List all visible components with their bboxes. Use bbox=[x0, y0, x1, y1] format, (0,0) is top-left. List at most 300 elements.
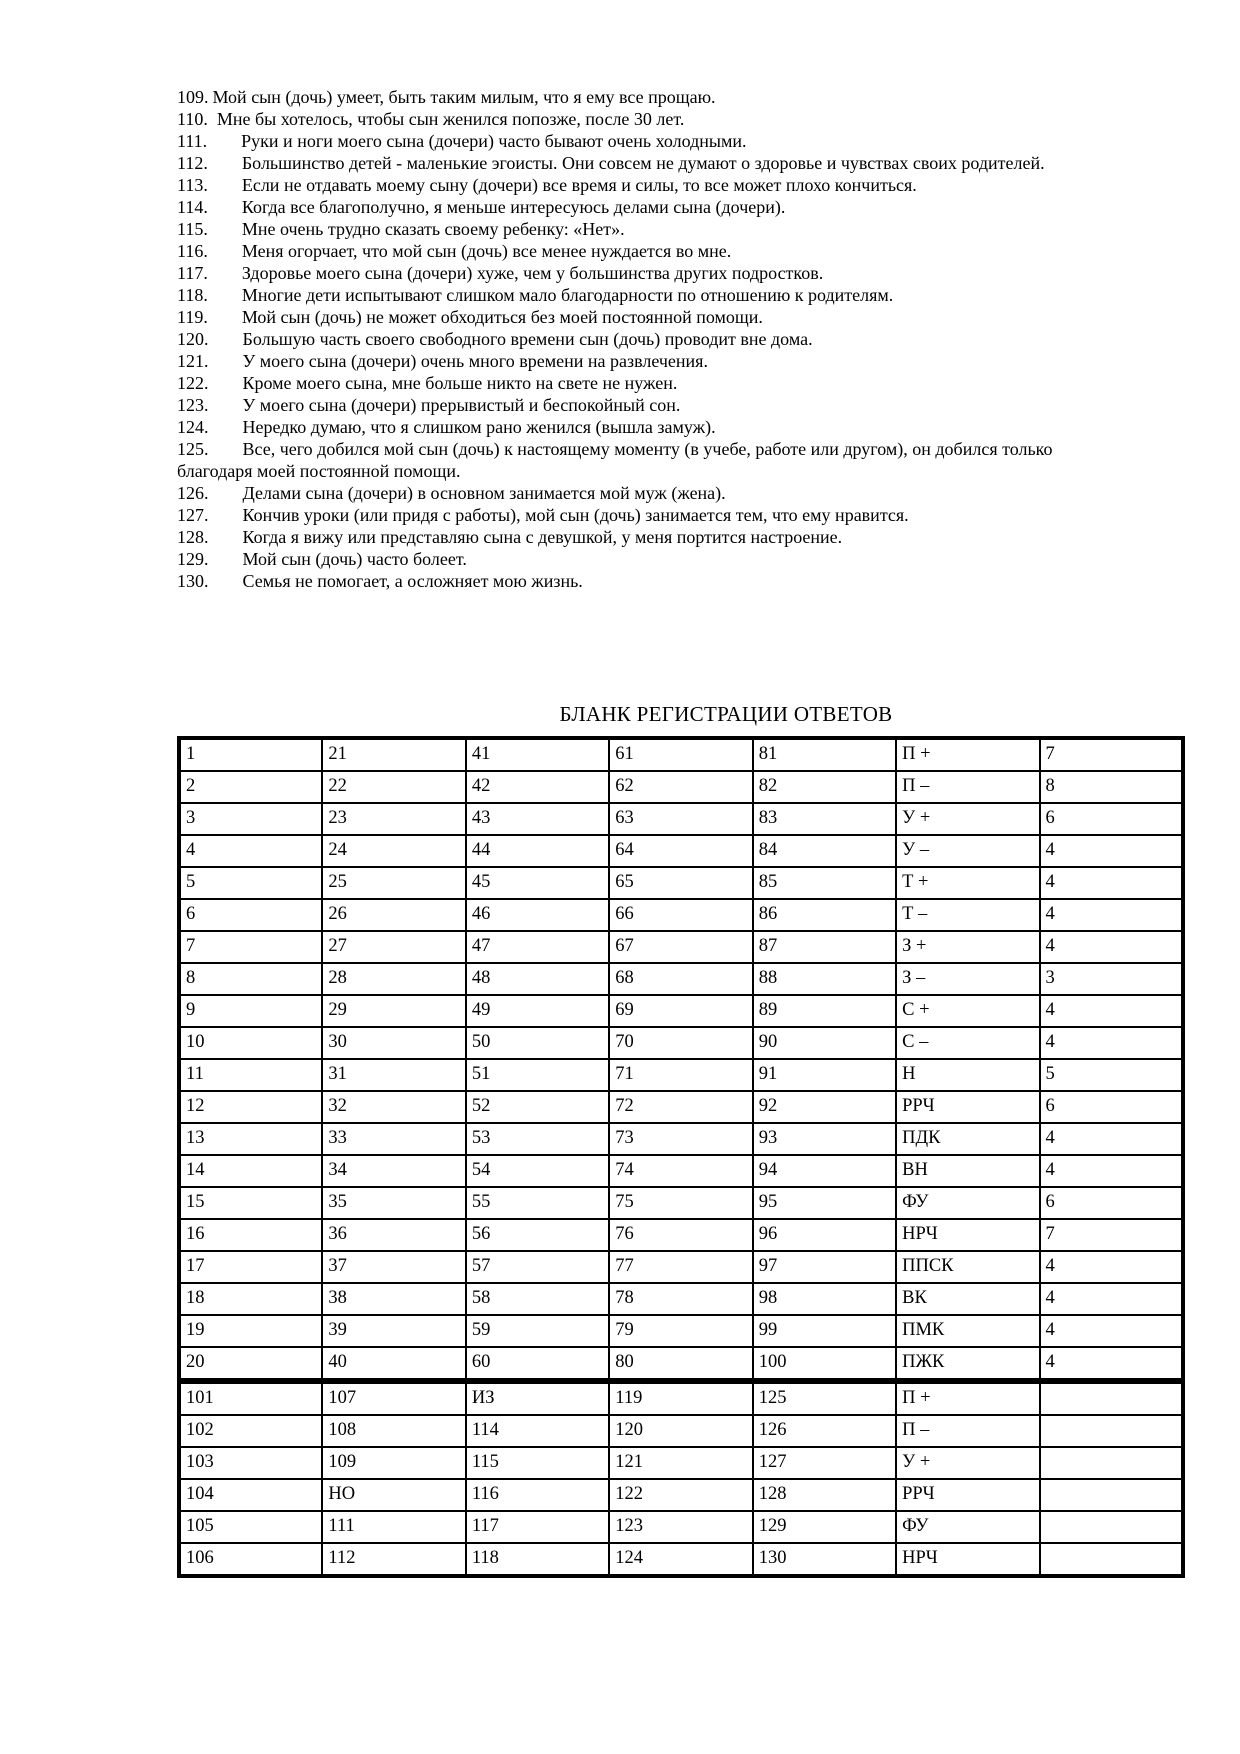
item-number-cell: 50 bbox=[466, 1027, 609, 1059]
scale-label-cell: ФУ bbox=[896, 1187, 1039, 1219]
question-item bbox=[177, 218, 1135, 240]
item-number-cell: 46 bbox=[466, 899, 609, 931]
item-number-cell: 16 bbox=[179, 1219, 322, 1251]
item-number-cell: 14 bbox=[179, 1155, 322, 1187]
item-number-cell: 57 bbox=[466, 1251, 609, 1283]
answer-row bbox=[179, 1347, 1183, 1381]
item-number-cell: 103 bbox=[179, 1447, 322, 1479]
item-text: Здоровье моего сына (дочери) хуже, чем у большинства других подростков. bbox=[241, 263, 824, 283]
item-number-cell: 65 bbox=[609, 867, 752, 899]
question-item bbox=[177, 438, 1135, 482]
max-score-cell bbox=[1040, 1543, 1183, 1576]
item-number-cell: 52 bbox=[466, 1091, 609, 1123]
item-number-cell: 64 bbox=[609, 835, 752, 867]
max-score-cell: 4 bbox=[1040, 867, 1183, 899]
scale-label-cell: Т – bbox=[896, 899, 1039, 931]
scale-label-cell: ФУ bbox=[896, 1511, 1039, 1543]
item-number-cell: 26 bbox=[322, 899, 465, 931]
number-text-gap bbox=[209, 366, 243, 367]
item-number: 116. bbox=[177, 241, 208, 261]
max-score-cell: 4 bbox=[1040, 1347, 1183, 1381]
item-number-cell: 60 bbox=[466, 1347, 609, 1381]
question-item bbox=[177, 548, 1135, 570]
max-score-cell bbox=[1040, 1381, 1183, 1415]
item-number-cell: 70 bbox=[609, 1027, 752, 1059]
item-number-cell: 82 bbox=[753, 771, 896, 803]
scale-label-cell: У – bbox=[896, 835, 1039, 867]
answer-registration-table bbox=[177, 736, 1185, 1578]
item-text: Руки и ноги моего сына (дочери) часто бывают очень холодными. bbox=[241, 131, 747, 151]
item-number-cell: 44 bbox=[466, 835, 609, 867]
item-number-cell: 117 bbox=[466, 1511, 609, 1543]
question-item bbox=[177, 86, 1135, 108]
answer-row bbox=[179, 1155, 1183, 1187]
item-number-cell: 34 bbox=[322, 1155, 465, 1187]
question-item bbox=[177, 526, 1135, 548]
item-number: 112. bbox=[177, 153, 208, 173]
item-number-cell: 69 bbox=[609, 995, 752, 1027]
item-text: Делами сына (дочери) в основном занимается мой муж (жена). bbox=[242, 483, 726, 503]
max-score-cell: 4 bbox=[1040, 835, 1183, 867]
answer-row bbox=[179, 771, 1183, 803]
max-score-cell: 4 bbox=[1040, 1283, 1183, 1315]
max-score-cell: 7 bbox=[1040, 1219, 1183, 1251]
item-number-cell: 98 bbox=[753, 1283, 896, 1315]
item-number-cell: 100 bbox=[753, 1347, 896, 1381]
question-line bbox=[177, 328, 1135, 350]
item-text: У моего сына (дочери) прерывистый и беспокойный сон. bbox=[242, 395, 681, 415]
item-number: 126. bbox=[177, 483, 209, 503]
item-number-cell: 7 bbox=[179, 931, 322, 963]
number-text-gap bbox=[208, 300, 242, 301]
scale-label-cell: С + bbox=[896, 995, 1039, 1027]
item-number-cell: 94 bbox=[753, 1155, 896, 1187]
scale-label-cell: ВН bbox=[896, 1155, 1039, 1187]
scale-label-cell: П + bbox=[896, 738, 1039, 771]
item-number-cell: 42 bbox=[466, 771, 609, 803]
item-number-cell: 40 bbox=[322, 1347, 465, 1381]
item-number-cell: 43 bbox=[466, 803, 609, 835]
item-number-cell: 25 bbox=[322, 867, 465, 899]
item-number-cell: 84 bbox=[753, 835, 896, 867]
question-item bbox=[177, 350, 1135, 372]
item-number-cell: 61 bbox=[609, 738, 752, 771]
item-number-cell: 12 bbox=[179, 1091, 322, 1123]
question-line bbox=[177, 350, 1135, 372]
question-item bbox=[177, 262, 1135, 284]
item-number-cell: 111 bbox=[322, 1511, 465, 1543]
item-number-cell: 107 bbox=[322, 1381, 465, 1415]
item-number-cell: 108 bbox=[322, 1415, 465, 1447]
question-item bbox=[177, 196, 1135, 218]
item-text: Большую часть своего свободного времени сын (дочь) проводит вне дома. bbox=[242, 329, 813, 349]
item-number: 129. bbox=[177, 549, 209, 569]
item-number-cell: 130 bbox=[753, 1543, 896, 1576]
scale-label-cell: П – bbox=[896, 1415, 1039, 1447]
answer-row bbox=[179, 1123, 1183, 1155]
question-line bbox=[177, 548, 1135, 570]
answer-row bbox=[179, 738, 1183, 771]
answer-row bbox=[179, 1283, 1183, 1315]
item-text: Мой сын (дочь) не может обходиться без моей постоянной помощи. bbox=[241, 307, 763, 327]
item-number-cell: НО bbox=[322, 1479, 465, 1511]
item-number-cell: 121 bbox=[609, 1447, 752, 1479]
item-text: Большинство детей - маленькие эгоисты. Они совсем не думают о здоровье и чувствах своих родителей. bbox=[241, 153, 1045, 173]
item-number-cell: 9 bbox=[179, 995, 322, 1027]
answer-row bbox=[179, 1381, 1183, 1415]
item-number: 113. bbox=[177, 175, 208, 195]
question-item bbox=[177, 130, 1135, 152]
item-number: 111. bbox=[177, 131, 208, 151]
item-text: Когда все благополучно, я меньше интересуюсь делами сына (дочери). bbox=[241, 197, 786, 217]
item-number-cell: 11 bbox=[179, 1059, 322, 1091]
answer-row bbox=[179, 931, 1183, 963]
scale-label-cell: НРЧ bbox=[896, 1219, 1039, 1251]
item-number-cell: 97 bbox=[753, 1251, 896, 1283]
item-number-cell: 116 bbox=[466, 1479, 609, 1511]
item-number-cell: 6 bbox=[179, 899, 322, 931]
item-number-cell: 104 bbox=[179, 1479, 322, 1511]
item-number-cell: 45 bbox=[466, 867, 609, 899]
answer-form-title: БЛАНК РЕГИСТРАЦИИ ОТВЕТОВ bbox=[559, 702, 893, 726]
item-number-cell: 74 bbox=[609, 1155, 752, 1187]
item-number-cell: 53 bbox=[466, 1123, 609, 1155]
questionnaire-items bbox=[177, 86, 1135, 592]
item-number-cell: 37 bbox=[322, 1251, 465, 1283]
item-number-cell: 22 bbox=[322, 771, 465, 803]
item-number: 121. bbox=[177, 351, 209, 371]
max-score-cell: 3 bbox=[1040, 963, 1183, 995]
item-number-cell: 80 bbox=[609, 1347, 752, 1381]
item-number-cell: 92 bbox=[753, 1091, 896, 1123]
answer-row bbox=[179, 963, 1183, 995]
answer-row bbox=[179, 835, 1183, 867]
item-number: 118. bbox=[177, 285, 208, 305]
question-line bbox=[177, 416, 1135, 438]
item-number: 109. bbox=[177, 87, 209, 107]
max-score-cell: 7 bbox=[1040, 738, 1183, 771]
answer-row bbox=[179, 1543, 1183, 1576]
max-score-cell: 4 bbox=[1040, 995, 1183, 1027]
question-item bbox=[177, 416, 1135, 438]
max-score-cell: 8 bbox=[1040, 771, 1183, 803]
item-number: 110. bbox=[177, 109, 208, 129]
question-item bbox=[177, 240, 1135, 262]
item-number-cell: 73 bbox=[609, 1123, 752, 1155]
item-number-cell: 122 bbox=[609, 1479, 752, 1511]
item-number-cell: 21 bbox=[322, 738, 465, 771]
item-number-cell: 59 bbox=[466, 1315, 609, 1347]
answer-table-body bbox=[179, 738, 1183, 1576]
answer-row bbox=[179, 899, 1183, 931]
item-number-cell: 120 bbox=[609, 1415, 752, 1447]
max-score-cell bbox=[1040, 1415, 1183, 1447]
number-text-gap bbox=[209, 564, 243, 565]
item-number: 127. bbox=[177, 505, 209, 525]
question-line bbox=[177, 372, 1135, 394]
scale-label-cell: ПДК bbox=[896, 1123, 1039, 1155]
number-text-gap bbox=[209, 520, 243, 521]
scale-label-cell: ВК bbox=[896, 1283, 1039, 1315]
question-line bbox=[177, 394, 1135, 416]
max-score-cell: 4 bbox=[1040, 1027, 1183, 1059]
scale-label-cell: ПМК bbox=[896, 1315, 1039, 1347]
item-number-cell: 89 bbox=[753, 995, 896, 1027]
question-line bbox=[177, 284, 1135, 306]
item-number-cell: 27 bbox=[322, 931, 465, 963]
number-text-gap bbox=[209, 432, 243, 433]
item-number-cell: 118 bbox=[466, 1543, 609, 1576]
question-line bbox=[177, 152, 1135, 174]
item-number-cell: 55 bbox=[466, 1187, 609, 1219]
item-number-cell: 102 bbox=[179, 1415, 322, 1447]
question-item bbox=[177, 108, 1135, 130]
item-text: Семья не помогает, а осложняет мою жизнь. bbox=[242, 571, 583, 591]
question-line bbox=[177, 174, 1135, 196]
max-score-cell bbox=[1040, 1479, 1183, 1511]
question-item bbox=[177, 284, 1135, 306]
item-text: Если не отдавать моему сыну (дочери) все время и силы, то все может плохо кончиться. bbox=[241, 175, 917, 195]
item-number-cell: 66 bbox=[609, 899, 752, 931]
max-score-cell: 4 bbox=[1040, 899, 1183, 931]
number-text-gap bbox=[209, 344, 243, 345]
item-number-cell: 30 bbox=[322, 1027, 465, 1059]
item-number-cell: 18 bbox=[179, 1283, 322, 1315]
item-number-cell: 15 bbox=[179, 1187, 322, 1219]
item-number-cell: 125 bbox=[753, 1381, 896, 1415]
number-text-gap bbox=[208, 190, 242, 191]
question-item bbox=[177, 306, 1135, 328]
item-number: 130. bbox=[177, 571, 209, 591]
question-line bbox=[177, 482, 1135, 504]
max-score-cell: 4 bbox=[1040, 1251, 1183, 1283]
item-number-cell: 41 bbox=[466, 738, 609, 771]
item-text: Мой сын (дочь) часто болеет. bbox=[242, 549, 467, 569]
question-line bbox=[177, 196, 1135, 218]
answer-row bbox=[179, 803, 1183, 835]
answer-row bbox=[179, 1315, 1183, 1347]
item-number-cell: 49 bbox=[466, 995, 609, 1027]
item-number-cell: 81 bbox=[753, 738, 896, 771]
item-number-cell: 4 bbox=[179, 835, 322, 867]
number-text-gap bbox=[209, 586, 243, 587]
item-number-cell: 128 bbox=[753, 1479, 896, 1511]
question-item bbox=[177, 372, 1135, 394]
item-number-cell: 58 bbox=[466, 1283, 609, 1315]
item-number-cell: 51 bbox=[466, 1059, 609, 1091]
item-number-cell: 29 bbox=[322, 995, 465, 1027]
question-line bbox=[177, 108, 1135, 130]
answer-row bbox=[179, 1187, 1183, 1219]
number-text-gap bbox=[208, 168, 242, 169]
question-line bbox=[177, 130, 1135, 152]
item-number-cell: 67 bbox=[609, 931, 752, 963]
item-number-cell: 126 bbox=[753, 1415, 896, 1447]
question-item bbox=[177, 570, 1135, 592]
item-number-cell: 91 bbox=[753, 1059, 896, 1091]
item-number-cell: 3 bbox=[179, 803, 322, 835]
item-number-cell: ИЗ bbox=[466, 1381, 609, 1415]
item-text: Все, чего добился мой сын (дочь) к настоящему моменту (в учебе, работе или другом), он добился только bbox=[242, 439, 1053, 459]
question-line bbox=[177, 218, 1135, 240]
item-number: 115. bbox=[177, 219, 208, 239]
item-number-cell: 32 bbox=[322, 1091, 465, 1123]
question-item bbox=[177, 482, 1135, 504]
item-number: 114. bbox=[177, 197, 208, 217]
question-line bbox=[177, 240, 1135, 262]
max-score-cell: 6 bbox=[1040, 1091, 1183, 1123]
item-number-cell: 78 bbox=[609, 1283, 752, 1315]
item-number-cell: 95 bbox=[753, 1187, 896, 1219]
item-number-cell: 17 bbox=[179, 1251, 322, 1283]
item-number-cell: 19 bbox=[179, 1315, 322, 1347]
item-number-cell: 76 bbox=[609, 1219, 752, 1251]
question-line bbox=[177, 438, 1135, 460]
max-score-cell: 6 bbox=[1040, 803, 1183, 835]
scale-label-cell: НРЧ bbox=[896, 1543, 1039, 1576]
item-number-cell: 106 bbox=[179, 1543, 322, 1576]
item-number-cell: 28 bbox=[322, 963, 465, 995]
item-number-cell: 119 bbox=[609, 1381, 752, 1415]
number-text-gap bbox=[209, 498, 243, 499]
item-text: Мне бы хотелось, чтобы сын женился попозже, после 30 лет. bbox=[216, 109, 685, 129]
max-score-cell: 4 bbox=[1040, 1123, 1183, 1155]
number-text-gap bbox=[208, 322, 242, 323]
answer-row bbox=[179, 995, 1183, 1027]
scale-label-cell: Н bbox=[896, 1059, 1039, 1091]
answer-row bbox=[179, 1027, 1183, 1059]
max-score-cell: 4 bbox=[1040, 931, 1183, 963]
question-line bbox=[177, 86, 1135, 108]
answer-row bbox=[179, 1511, 1183, 1543]
item-number-cell: 105 bbox=[179, 1511, 322, 1543]
question-line bbox=[177, 306, 1135, 328]
item-number-cell: 71 bbox=[609, 1059, 752, 1091]
question-line bbox=[177, 526, 1135, 548]
max-score-cell: 4 bbox=[1040, 1155, 1183, 1187]
question-line bbox=[177, 570, 1135, 592]
item-text: У моего сына (дочери) очень много времени на развлечения. bbox=[242, 351, 708, 371]
item-number-cell: 31 bbox=[322, 1059, 465, 1091]
item-number-cell: 1 bbox=[179, 738, 322, 771]
item-number: 122. bbox=[177, 373, 209, 393]
item-number-cell: 96 bbox=[753, 1219, 896, 1251]
item-number-cell: 63 bbox=[609, 803, 752, 835]
item-number-cell: 88 bbox=[753, 963, 896, 995]
item-number-cell: 36 bbox=[322, 1219, 465, 1251]
item-number: 128. bbox=[177, 527, 209, 547]
item-text: Кончив уроки (или придя с работы), мой сын (дочь) занимается тем, что ему нравится. bbox=[242, 505, 909, 525]
item-number-cell: 48 bbox=[466, 963, 609, 995]
item-number-cell: 72 bbox=[609, 1091, 752, 1123]
max-score-cell: 5 bbox=[1040, 1059, 1183, 1091]
number-text-gap bbox=[208, 256, 242, 257]
item-number-cell: 24 bbox=[322, 835, 465, 867]
number-text-gap bbox=[208, 124, 217, 125]
scale-label-cell: У + bbox=[896, 803, 1039, 835]
max-score-cell bbox=[1040, 1511, 1183, 1543]
question-line bbox=[177, 262, 1135, 284]
item-number: 123. bbox=[177, 395, 209, 415]
item-number-cell: 87 bbox=[753, 931, 896, 963]
item-text: Кроме моего сына, мне больше никто на свете не нужен. bbox=[242, 373, 678, 393]
number-text-gap bbox=[207, 146, 241, 147]
question-item bbox=[177, 394, 1135, 416]
item-number-cell: 101 bbox=[179, 1381, 322, 1415]
item-number-cell: 8 bbox=[179, 963, 322, 995]
item-number-cell: 54 bbox=[466, 1155, 609, 1187]
question-item bbox=[177, 504, 1135, 526]
item-number-cell: 93 bbox=[753, 1123, 896, 1155]
item-number-cell: 20 bbox=[179, 1347, 322, 1381]
question-item bbox=[177, 174, 1135, 196]
item-number-cell: 112 bbox=[322, 1543, 465, 1576]
max-score-cell: 6 bbox=[1040, 1187, 1183, 1219]
item-number: 124. bbox=[177, 417, 209, 437]
item-text: благодаря моей постоянной помощи. bbox=[177, 461, 461, 481]
item-number-cell: 114 bbox=[466, 1415, 609, 1447]
item-number-cell: 2 bbox=[179, 771, 322, 803]
number-text-gap bbox=[208, 212, 242, 213]
item-number-cell: 83 bbox=[753, 803, 896, 835]
question-item bbox=[177, 328, 1135, 350]
question-line-continuation bbox=[177, 460, 1135, 482]
item-number-cell: 115 bbox=[466, 1447, 609, 1479]
item-number-cell: 123 bbox=[609, 1511, 752, 1543]
number-text-gap bbox=[209, 410, 243, 411]
item-number: 119. bbox=[177, 307, 208, 327]
item-text: Нередко думаю, что я слишком рано женился (вышла замуж). bbox=[242, 417, 716, 437]
answer-row bbox=[179, 1447, 1183, 1479]
scale-label-cell: Т + bbox=[896, 867, 1039, 899]
item-number-cell: 68 bbox=[609, 963, 752, 995]
max-score-cell: 4 bbox=[1040, 1315, 1183, 1347]
item-number-cell: 47 bbox=[466, 931, 609, 963]
item-text: Многие дети испытывают слишком мало благодарности по отношению к родителям. bbox=[241, 285, 894, 305]
answer-row bbox=[179, 1479, 1183, 1511]
max-score-cell bbox=[1040, 1447, 1183, 1479]
item-number: 117. bbox=[177, 263, 208, 283]
answer-row bbox=[179, 1415, 1183, 1447]
item-number: 120. bbox=[177, 329, 209, 349]
number-text-gap bbox=[208, 278, 242, 279]
item-number-cell: 77 bbox=[609, 1251, 752, 1283]
item-number-cell: 39 bbox=[322, 1315, 465, 1347]
scale-label-cell: РРЧ bbox=[896, 1091, 1039, 1123]
item-number-cell: 10 bbox=[179, 1027, 322, 1059]
item-number-cell: 75 bbox=[609, 1187, 752, 1219]
scale-label-cell: РРЧ bbox=[896, 1479, 1039, 1511]
scale-label-cell: П + bbox=[896, 1381, 1039, 1415]
scale-label-cell: ПЖК bbox=[896, 1347, 1039, 1381]
scale-label-cell: П – bbox=[896, 771, 1039, 803]
item-text: Мой сын (дочь) умеет, быть таким милым, что я ему все прощаю. bbox=[212, 87, 716, 107]
item-number-cell: 109 bbox=[322, 1447, 465, 1479]
scale-label-cell: З + bbox=[896, 931, 1039, 963]
item-number-cell: 33 bbox=[322, 1123, 465, 1155]
item-text: Когда я вижу или представляю сына с девушкой, у меня портится настроение. bbox=[242, 527, 843, 547]
number-text-gap bbox=[209, 388, 243, 389]
item-number-cell: 124 bbox=[609, 1543, 752, 1576]
number-text-gap bbox=[209, 542, 243, 543]
number-text-gap bbox=[208, 234, 242, 235]
number-text-gap bbox=[209, 454, 243, 455]
item-number-cell: 35 bbox=[322, 1187, 465, 1219]
item-text: Мне очень трудно сказать своему ребенку: «Нет». bbox=[241, 219, 625, 239]
item-number-cell: 5 bbox=[179, 867, 322, 899]
answer-row bbox=[179, 867, 1183, 899]
item-number-cell: 129 bbox=[753, 1511, 896, 1543]
